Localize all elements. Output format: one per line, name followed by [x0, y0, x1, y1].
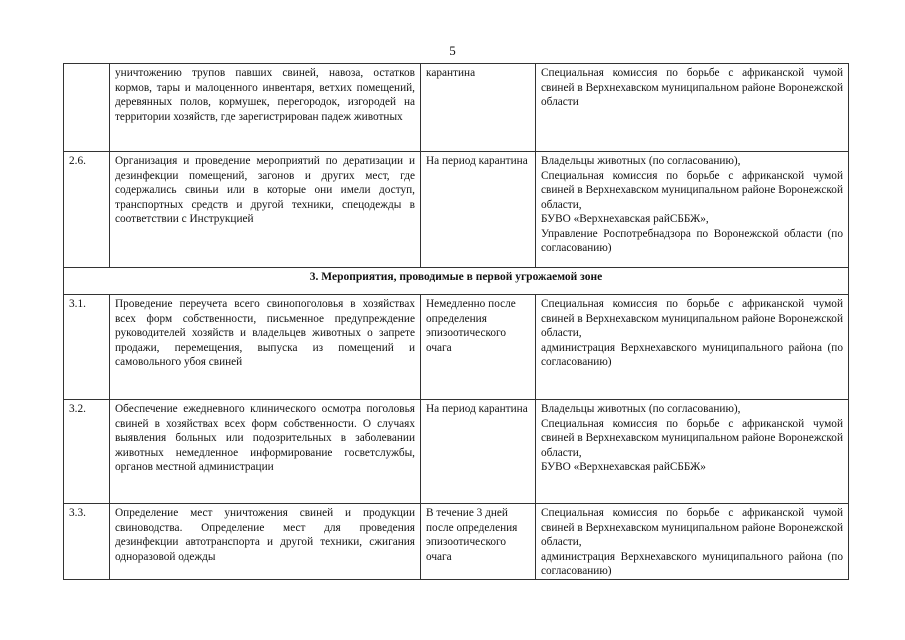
section-row — [64, 268, 849, 295]
row-responsible — [536, 504, 849, 580]
row-description: Определение мест уничтожения свиней и продукции свиноводства. Определение мест для проведения дезинфекции автотранспорта и другой техники, сжигания одноразовой одежды — [110, 504, 421, 580]
row-number — [64, 64, 110, 152]
responsible-entry: Владельцы животных (по согласованию), — [541, 155, 741, 167]
row-number: 2.6. — [64, 152, 110, 268]
row-number: 3.3. — [64, 504, 110, 580]
responsible-entry: Специальная комиссия по борьбе с африканской чумой свиней в Верхнехавском муниципальном районе Воронежской области, — [541, 169, 843, 211]
row-description: Организация и проведение мероприятий по дератизации и дезинфекции помещений, загонов и других мест, где содержались свиньи или в которые они имели доступ, транспортных средств и другой техники, спецодежды в соответствии с Инструкцией — [110, 152, 421, 268]
table-row — [64, 295, 849, 400]
row-responsible — [536, 400, 849, 504]
row-responsible — [536, 64, 849, 152]
row-description: Обеспечение ежедневного клинического осмотра поголовья свиней в хозяйствах всех форм собственности. О случаях выявления больных или подозрительных в заболевании животных немедленное информирование госветслужбы, органов местной администрации — [110, 400, 421, 504]
measures-table — [63, 63, 849, 580]
responsible-entry: БУВО «Верхнехавская райСББЖ» — [541, 461, 706, 473]
responsible-entry: Специальная комиссия по борьбе с африканской чумой свиней в Верхнехавском муниципальном районе Воронежской области — [541, 67, 843, 108]
responsible-entry: Специальная комиссия по борьбе с африканской чумой свиней в Верхнехавском муниципальном районе Воронежской области, — [541, 417, 843, 459]
responsible-entry: БУВО «Верхнехавская райСББЖ», — [541, 213, 709, 225]
table-row — [64, 400, 849, 504]
row-number: 3.1. — [64, 295, 110, 400]
section-title: 3. Мероприятия, проводимые в первой угрожаемой зоне — [64, 268, 849, 295]
table-row — [64, 152, 849, 268]
row-term: карантина — [421, 64, 536, 152]
responsible-entry: Владельцы животных (по согласованию), — [541, 403, 741, 415]
table-row — [64, 64, 849, 152]
responsible-entry: администрация Верхнехавского муниципального района (по согласованию) — [541, 550, 843, 577]
responsible-entry: Специальная комиссия по борьбе с африканской чумой свиней в Верхнехавском муниципальном районе Воронежской области, — [541, 298, 843, 339]
row-term: На период карантина — [421, 152, 536, 268]
row-term: Немедленно после определения эпизоотического очага — [421, 295, 536, 400]
row-term: На период карантина — [421, 400, 536, 504]
row-term: В течение 3 дней после определения эпизоотического очага — [421, 504, 536, 580]
row-number: 3.2. — [64, 400, 110, 504]
page-number: 5 — [449, 43, 456, 58]
row-description: уничтожению трупов павших свиней, навоза, остатков кормов, тары и малоценного инвентаря, ветхих помещений, деревянных полов, кормушек, перегородок, изгородей на территории хозяйств, где зарегистрирован падеж животных — [110, 64, 421, 152]
table-row — [64, 504, 849, 580]
row-responsible — [536, 295, 849, 400]
row-description: Проведение переучета всего свинопоголовья в хозяйствах всех форм собственности, письменное предупреждение руководителей хозяйств и владельцев животных о запрете продажи, перемещения, выпуска из помещений и самовольного убоя свиней — [110, 295, 421, 400]
row-responsible — [536, 152, 849, 268]
responsible-entry: Специальная комиссия по борьбе с африканской чумой свиней в Верхнехавском муниципальном районе Воронежской области, — [541, 507, 843, 548]
responsible-entry: администрация Верхнехавского муниципального района (по согласованию) — [541, 341, 843, 368]
responsible-entry: Управление Роспотребнадзора по Воронежской области (по согласованию) — [541, 227, 843, 254]
